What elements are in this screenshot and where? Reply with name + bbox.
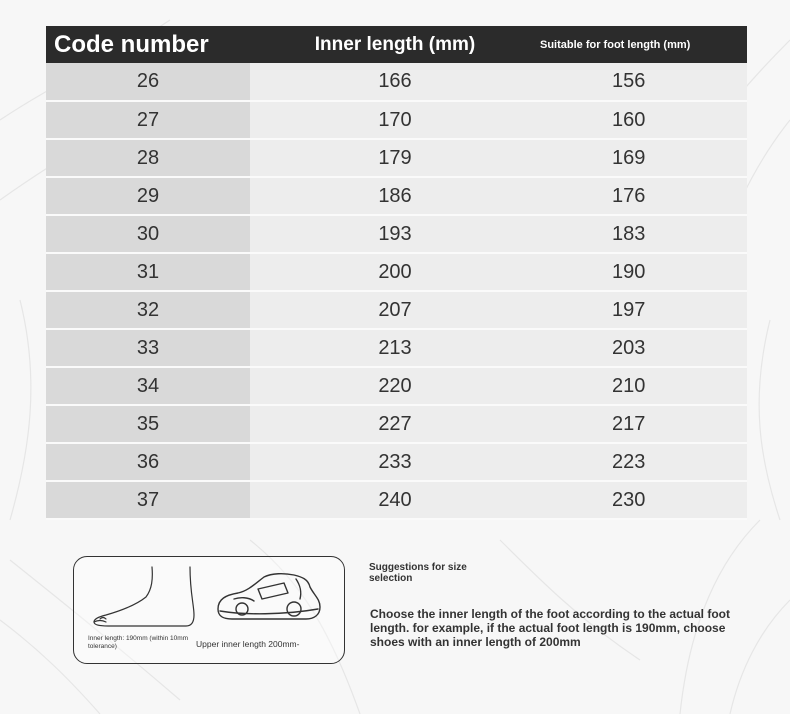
cell-inner-length: 207 — [250, 291, 540, 329]
table-row — [46, 443, 747, 481]
table-row — [46, 63, 747, 101]
cell-suitable-foot-length: 176 — [540, 177, 747, 215]
cell-code-number: 32 — [46, 291, 250, 329]
table-row — [46, 367, 747, 405]
table-header-row — [46, 26, 747, 63]
table-row — [46, 101, 747, 139]
table-row — [46, 215, 747, 253]
sneaker-icon — [214, 569, 326, 625]
cell-suitable-foot-length: 203 — [540, 329, 747, 367]
cell-code-number: 33 — [46, 329, 250, 367]
cell-suitable-foot-length: 160 — [540, 101, 747, 139]
cell-inner-length: 179 — [250, 139, 540, 177]
cell-suitable-foot-length: 183 — [540, 215, 747, 253]
cell-suitable-foot-length: 230 — [540, 481, 747, 519]
cell-code-number: 29 — [46, 177, 250, 215]
table-row — [46, 291, 747, 329]
cell-inner-length: 193 — [250, 215, 540, 253]
cell-code-number: 28 — [46, 139, 250, 177]
table-body — [46, 63, 747, 519]
cell-inner-length: 220 — [250, 367, 540, 405]
shoe-caption: Upper inner length 200mm- — [196, 639, 300, 649]
cell-suitable-foot-length: 169 — [540, 139, 747, 177]
table-row — [46, 177, 747, 215]
cell-inner-length: 170 — [250, 101, 540, 139]
cell-suitable-foot-length: 197 — [540, 291, 747, 329]
cell-inner-length: 200 — [250, 253, 540, 291]
suggestions-body: Choose the inner length of the foot according to the actual foot length. for example, if the actual foot length is 190mm, choose shoes with an inner length of 200mm — [370, 607, 730, 649]
cell-inner-length: 213 — [250, 329, 540, 367]
header-suitable-foot-length: Suitable for foot length (mm) — [540, 38, 691, 51]
cell-inner-length: 166 — [250, 63, 540, 101]
foot-icon — [86, 565, 204, 627]
cell-suitable-foot-length: 156 — [540, 63, 747, 101]
size-chart-table — [46, 26, 747, 520]
cell-suitable-foot-length: 190 — [540, 253, 747, 291]
cell-suitable-foot-length: 210 — [540, 367, 747, 405]
cell-code-number: 34 — [46, 367, 250, 405]
table-row — [46, 139, 747, 177]
cell-code-number: 26 — [46, 63, 250, 101]
cell-inner-length: 240 — [250, 481, 540, 519]
header-inner-length: Inner length (mm) — [314, 33, 476, 55]
size-diagram-box — [73, 556, 345, 664]
header-code-number: Code number — [54, 30, 209, 58]
suggestions-title: Suggestions for size selection — [369, 562, 467, 584]
cell-code-number: 27 — [46, 101, 250, 139]
cell-code-number: 30 — [46, 215, 250, 253]
cell-code-number: 35 — [46, 405, 250, 443]
cell-inner-length: 186 — [250, 177, 540, 215]
cell-suitable-foot-length: 223 — [540, 443, 747, 481]
table-row — [46, 405, 747, 443]
table-row — [46, 253, 747, 291]
cell-code-number: 36 — [46, 443, 250, 481]
foot-caption: Inner length: 190mm (within 10mm tolerance) — [88, 635, 189, 650]
cell-inner-length: 233 — [250, 443, 540, 481]
cell-code-number: 37 — [46, 481, 250, 519]
cell-suitable-foot-length: 217 — [540, 405, 747, 443]
table-row — [46, 329, 747, 367]
cell-inner-length: 227 — [250, 405, 540, 443]
table-row — [46, 481, 747, 519]
cell-code-number: 31 — [46, 253, 250, 291]
